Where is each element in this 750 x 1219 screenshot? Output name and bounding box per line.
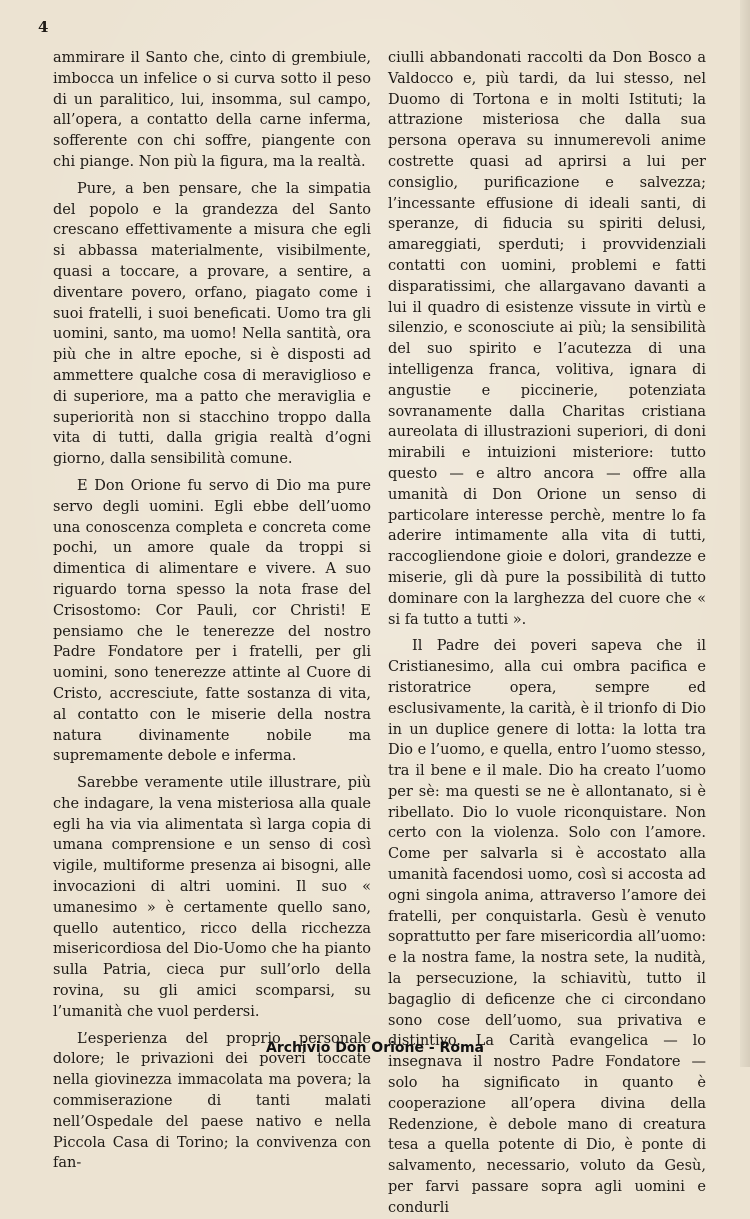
- text-column-right: [388, 48, 706, 1216]
- text-column-left: [53, 48, 371, 1172]
- paragraph: ciulli abbandonati raccolti da Don Bosco a Valdocco e, più tardi, da lui stesso, nel Duomo di Tortona e in molti Istituti; la attrazione misteriosa che dalla sua persona operava su innumerevoli anime costrette quasi ad aprirsi a lui per consiglio, purificazione e salvezza; l’incessante effusione di ideali santi, di speranze, di fiducia su spiriti delusi, amareggiati, sperduti; i provvidenziali contatti con uomini, problemi e fatti disparatissimi, che allargavano davanti a lui il quadro di esistenze vissute in virtù e silenzio, e sconosciute ai più; la sensibilità del suo spirito e l’acutezza di una intelligenza franca, volitiva, ignara di angustie e piccinerie, potenziata sovranamente dalla Charitas cristiana aureolata di illustrazioni superiori, di doni mirabili e intuizioni misteriore: tutto questo — e altro ancora — offre alla umanità di Don Orione un senso di particolare interesse perchè, mentre lo fa aderire intimamente alla vita di tutti, raccogliendone gioie e dolori, grandezze e miserie, gli dà pure la possibilità di tutto dominare con la larghezza del cuore che « si fa tutto a tutti ».: [388, 50, 706, 628]
- archive-footer: Archivio Don Orione - Roma: [266, 1040, 484, 1056]
- page-edge-shadow: [740, 0, 750, 1067]
- paragraph: L’esperienza del proprio personale dolore; le privazioni dei poveri toccate nella giovinezza immacolata ma povera; la commiserazione di tanti malati nell’Ospedale del paese nativo e nella Piccola Casa di Torino; la convivenza con fan-: [53, 1030, 371, 1172]
- paragraph: ammirare il Santo che, cinto di grembiule, imbocca un infelice o si curva sotto il peso di un paralitico, lui, insomma, sul campo, all’opera, a contatto della carne inferma, sofferente con chi soffre, piangente con chi piange. Non più la figura, ma la realtà.: [53, 50, 371, 170]
- page-number: 4: [38, 18, 49, 36]
- paragraph: E Don Orione fu servo di Dio ma pure servo degli uomini. Egli ebbe dell’uomo una conoscenza completa e concreta come pochi, un amore quale da troppi si dimentica di alimentare e vivere. A suo riguardo torna spesso la nota frase del Crisostomo: Cor Pauli, cor Christi! E pensiamo che le tenerezze del nostro Padre Fondatore per i fratelli, per gli uomini, sono tenerezze attinte al Cuore di Cristo, accresciute, fatte sostanza di vita, al contatto con le miserie della nostra natura divinamente nobile ma supremamente debole e inferma.: [53, 477, 371, 765]
- paragraph: Il Padre dei poveri sapeva che il Cristianesimo, alla cui ombra pacifica e ristoratrice opera, sempre ed esclusivamente, la carità, è il trionfo di Dio in un duplice genere di lotta: la lotta tra Dio e l’uomo, e quella, entro l’uomo stesso, tra il bene e il male. Dio ha creato l’uomo per sè: ma questi se ne è allontanato, si è ribellato. Dio lo vuole riconquistare. Non certo con la violenza. Solo con l’amore. Come per salvarla si è accostato alla umanità facendosi uomo, così si accosta ad ogni singola anima, attraverso l’amore dei fratelli, per conquistarla. Gesù è venuto soprattutto per fare misericordia all’uomo: e la nostra fame, la nostra sete, la nudità, la persecuzione, la schiavitù, tutto il bagaglio di deficenze che ci circondano sono cose dell’uomo, sua privativa e distintivo. La Carità evangelica — lo insegnava il nostro Padre Fondatore — solo ha significato in quanto è cooperazione all’opera divina della Redenzione, è debole mano di creatura tesa a quella potente di Dio, è ponte di salvamento, necessario, voluto da Gesù, per farvi passare sopra agli uomini e condurli: [388, 638, 706, 1216]
- paragraph: Sarebbe veramente utile illustrare, più che indagare, la vena misteriosa alla quale egli ha via via alimentata sì larga copia di umana comprensione e un senso di così vigile, multiforme presenza ai bisogni, alle invocazioni di altri uomini. Il suo « umanesimo » è certamente quello sano, quello autentico, ricco della ricchezza misericordiosa del Dio-Uomo che ha pianto sulla Patria, cieca pur sull’orlo della rovina, su gli amici scomparsi, su l’umanità che vuol perdersi.: [53, 775, 371, 1020]
- paragraph: Pure, a ben pensare, che la simpatia del popolo e la grandezza del Santo crescano effettivamente a misura che egli si abbassa materialmente, visibilmente, quasi a toccare, a provare, a sentire, a diventare povero, orfano, piagato come i suoi fratelli, i suoi beneficati. Uomo tra gli uomini, santo, ma uomo! Nella santità, ora più che in altre epoche, si è disposti ad ammettere qualche cosa di meraviglioso e di superiore, ma a patto che meraviglia e superiorità non si stacchino troppo dalla vita di tutti, dalla grigia realtà d’ogni giorno, dalla sensibilità comune.: [53, 180, 371, 468]
